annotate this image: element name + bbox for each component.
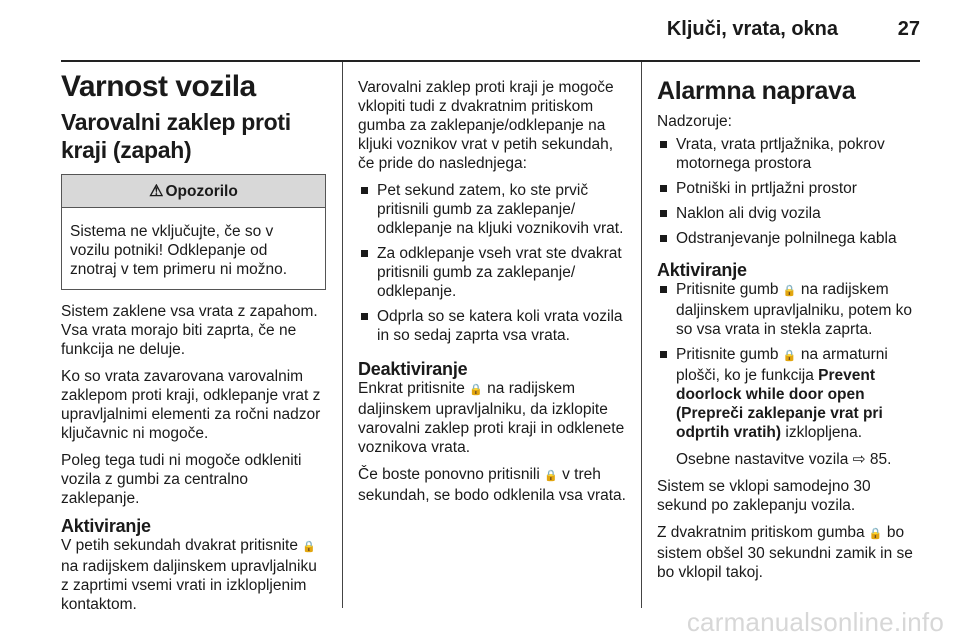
paragraph: V petih sekundah dvakrat pritisnite 🔒 na radijskem daljinskem upravljalniku z zaprtimi vsemi vrati in izklopljenim kontaktom. bbox=[61, 537, 317, 613]
column-1 bbox=[61, 70, 326, 622]
cross-reference: Osebne nastavitve vozila ⇨ 85. bbox=[676, 451, 892, 468]
section-heading: Varovalni zaklep proti kraji (zapah) bbox=[61, 109, 291, 163]
paragraph: Če boste ponovno pritisnili 🔒 v treh sekundah, se bodo odklenila vsa vrata. bbox=[358, 466, 626, 504]
page-header bbox=[61, 10, 920, 50]
arrow-right-icon: ⇨ bbox=[852, 451, 866, 468]
list-item: Odprla so se katera koli vrata vozila in so sedaj zaprta vsa vrata. bbox=[358, 307, 628, 345]
page-number: 27 bbox=[897, 18, 920, 40]
paragraph: Enkrat pritisnite 🔒 na radijskem daljinskem upravljalniku, da izklopite varovalni zaklep proti kraji in odklenete voznikova vrata. bbox=[358, 380, 625, 456]
lock-icon: 🔒 bbox=[302, 541, 316, 553]
list-item: Naklon ali dvig vozila bbox=[657, 204, 922, 223]
paragraph: Sistem se vklopi samodejno 30 sekund po zaklepanju vozila. bbox=[657, 478, 871, 514]
lock-icon: 🔒 bbox=[782, 285, 797, 297]
paragraph: Sistem zaklene vsa vrata z zapahom. Vsa vrata morajo biti zaprta, če ne funkcija ne deluje. bbox=[61, 303, 318, 358]
paragraph: Varovalni zaklep proti kraji je mogoče vklopiti tudi z dvakratnim pritiskom gumba za zaklepanje/odklepanje na kljuki voznikov vrat v petih sekundah, če pride do naslednjega: bbox=[358, 79, 614, 172]
warning-text: Sistema ne vključujte, če so v vozilu potniki! Odklepanje od znotraj v tem primeru ni možno. bbox=[70, 223, 288, 278]
paragraph: Ko so vrata zavarovana varovalnim zaklepom proti kraji, odklepanje vrat z upravljalnimi elementi za ročni nadzor ključavnic ni mogoče. bbox=[61, 368, 321, 442]
warning-header bbox=[62, 175, 325, 208]
paragraph: Nadzoruje: bbox=[657, 113, 732, 130]
list-item: Vrata, vrata prtljažnika, pokrov motornega prostora bbox=[657, 135, 922, 173]
column-3 bbox=[657, 76, 922, 590]
lock-icon: 🔒 bbox=[469, 384, 483, 396]
warning-triangle-icon: ⚠ bbox=[149, 182, 164, 200]
section-heading-alarm: Alarmna naprava bbox=[657, 77, 856, 105]
setting-name: Prevent doorlock while door open (Prepreči zaklepanje vrat pri odprtih vratih) bbox=[676, 367, 883, 441]
column-2 bbox=[358, 78, 628, 513]
condition-list bbox=[358, 181, 628, 345]
paragraph: Poleg tega tudi ni mogoče odkleniti vozila z gumbi za centralno zaklepanje. bbox=[61, 452, 302, 507]
subheading-aktiviranje: Aktiviranje bbox=[61, 516, 151, 536]
header-rule bbox=[61, 60, 920, 62]
warning-title: Opozorilo bbox=[165, 182, 238, 200]
page-heading: Varnost vozila bbox=[61, 70, 256, 103]
column-divider-1 bbox=[342, 62, 343, 608]
list-item: Za odklepanje vseh vrat ste dvakrat pritisnili gumb za zaklepanje/ odklepanje. bbox=[358, 244, 628, 301]
section-title: Ključi, vrata, okna bbox=[666, 18, 838, 40]
lock-icon: 🔒 bbox=[544, 470, 558, 482]
list-item: Pritisnite gumb 🔒 na radijskem daljinskem upravljalniku, potem ko so vsa vrata in stekla zaprta. bbox=[657, 280, 922, 339]
warning-box bbox=[61, 174, 326, 290]
list-item: Odstranjevanje polnilnega kabla bbox=[657, 229, 922, 248]
monitored-list bbox=[657, 135, 922, 248]
subheading-deaktiviranje: Deaktiviranje bbox=[358, 359, 468, 379]
watermark: carmanualsonline.info bbox=[686, 607, 944, 637]
list-item: Pritisnite gumb 🔒 na armaturni plošči, ko je funkcija Prevent doorlock while door open (Prepreči zaklepanje vrat pri odprtih vratih) izklopljena. bbox=[657, 345, 922, 442]
subheading-aktiviranje: Aktiviranje bbox=[657, 260, 747, 280]
lock-icon: 🔒 bbox=[782, 350, 797, 362]
list-item: Pet sekund zatem, ko ste prvič pritisnili gumb za zaklepanje/ odklepanje na kljuki voznikovih vrat. bbox=[358, 181, 628, 238]
activation-list bbox=[657, 280, 922, 442]
column-divider-2 bbox=[641, 62, 642, 608]
list-item: Potniški in prtljažni prostor bbox=[657, 179, 922, 198]
paragraph: Z dvakratnim pritiskom gumba 🔒 bo sistem obšel 30 sekundni zamik in se bo vklopil takoj. bbox=[657, 524, 913, 581]
lock-icon: 🔒 bbox=[868, 528, 883, 540]
